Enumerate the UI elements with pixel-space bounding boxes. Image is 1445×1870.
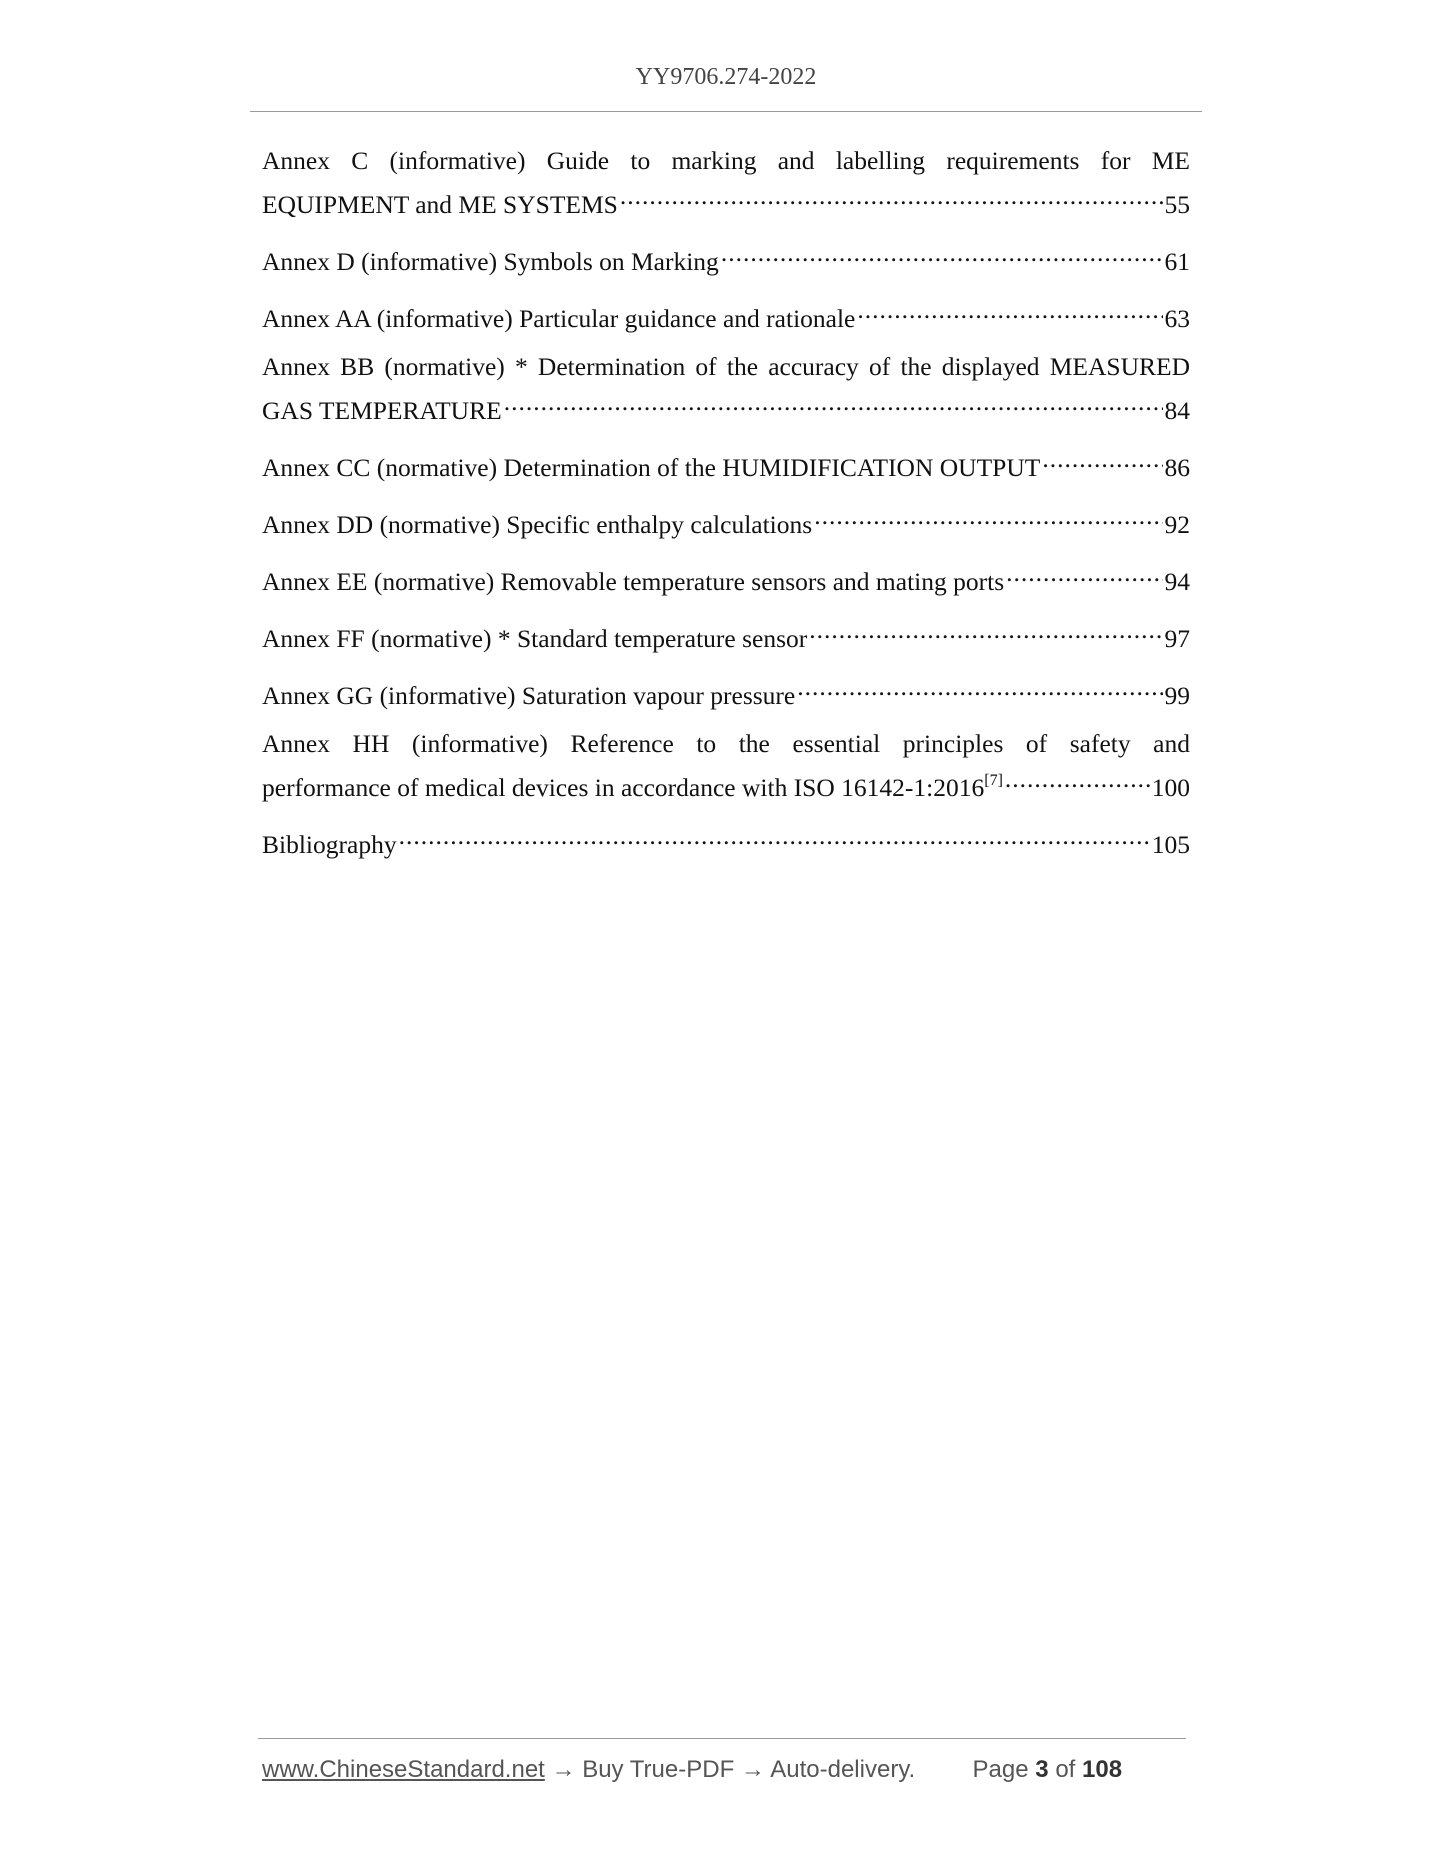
site-link[interactable]: www.ChineseStandard.net — [262, 1756, 545, 1783]
toc-entry-annex-dd[interactable] — [262, 498, 1190, 542]
toc-entry-annex-gg[interactable] — [262, 669, 1190, 713]
toc-entry-text: EQUIPMENT and ME SYSTEMS — [262, 190, 618, 219]
of-label: of — [1055, 1756, 1076, 1783]
toc-entry-text: Bibliography — [262, 830, 397, 859]
toc-entry-text: GAS TEMPERATURE — [262, 396, 502, 425]
toc-page-number: 63 — [1164, 304, 1190, 333]
toc-entry-text: Annex EE (normative) Removable temperature sensors and mating ports — [262, 567, 1005, 596]
toc-entry-text: Annex AA (informative) Particular guidance and rationale — [262, 304, 856, 333]
toc-entry-text: Annex DD (normative) Specific enthalpy calculations — [262, 510, 813, 539]
arrow-icon: → — [551, 1756, 576, 1783]
toc-leader-dots — [809, 612, 1162, 647]
page-total: 108 — [1082, 1756, 1123, 1783]
toc-page-number: 84 — [1164, 396, 1190, 425]
toc-entry-annex-bb[interactable] — [262, 349, 1190, 428]
toc-leader-dots — [797, 669, 1162, 704]
page-current: 3 — [1035, 1756, 1049, 1783]
toc-page-number: 92 — [1164, 510, 1190, 539]
toc-leader-dots — [504, 384, 1163, 419]
toc-entry-text: Annex BB (normative) * Determination of the accuracy of the displayed MEASURED — [262, 352, 1190, 381]
toc-leader-dots — [399, 818, 1150, 853]
toc-entry-text: performance of medical devices in accordance with ISO 16142-1:2016 — [262, 773, 985, 802]
delivery-text: Auto-delivery. — [770, 1756, 916, 1783]
toc-entry-text: Annex FF (normative) * Standard temperature sensor — [262, 624, 808, 653]
page-header: YY9706.274-2022 — [635, 64, 817, 90]
toc-entry-annex-aa[interactable] — [262, 292, 1190, 336]
toc-entry-annex-ff[interactable] — [262, 612, 1190, 656]
buy-text: Buy True-PDF — [582, 1756, 735, 1783]
toc-page-number: 105 — [1151, 830, 1190, 859]
toc-page-number: 94 — [1164, 567, 1190, 596]
toc-leader-dots — [1006, 555, 1162, 590]
toc-page-number: 61 — [1164, 247, 1190, 276]
arrow-icon: → — [740, 1756, 765, 1783]
header-divider — [250, 111, 1202, 112]
toc-page-number: 55 — [1164, 190, 1190, 219]
toc-entry-bibliography[interactable] — [262, 818, 1190, 862]
toc-leader-dots — [814, 498, 1162, 533]
table-of-contents — [262, 143, 1190, 875]
citation-superscript: [7] — [984, 771, 1003, 789]
toc-entry-annex-c[interactable] — [262, 143, 1190, 222]
toc-entry-annex-cc[interactable] — [262, 441, 1190, 485]
toc-entry-text: Annex C (informative) Guide to marking and labelling requirements for ME — [262, 146, 1190, 175]
toc-page-number: 97 — [1164, 624, 1190, 653]
toc-leader-dots — [1005, 761, 1150, 796]
footer-divider — [258, 1738, 1186, 1739]
toc-entry-text: Annex D (informative) Symbols on Marking — [262, 247, 719, 276]
toc-entry-text: Annex CC (normative) Determination of the HUMIDIFICATION OUTPUT — [262, 453, 1041, 482]
toc-entry-annex-d[interactable] — [262, 235, 1190, 279]
toc-page-number: 100 — [1151, 773, 1190, 802]
toc-entry-annex-hh[interactable] — [262, 726, 1190, 805]
toc-leader-dots — [857, 292, 1162, 327]
toc-entry-text: Annex HH (informative) Reference to the essential principles of safety and — [262, 729, 1190, 758]
page-label: Page — [972, 1756, 1029, 1783]
toc-entry-annex-ee[interactable] — [262, 555, 1190, 599]
toc-entry-text: Annex GG (informative) Saturation vapour pressure — [262, 681, 796, 710]
page-footer — [262, 1756, 1182, 1784]
toc-page-number: 86 — [1164, 453, 1190, 482]
toc-page-number: 99 — [1164, 681, 1190, 710]
toc-leader-dots — [721, 235, 1163, 270]
toc-leader-dots — [1042, 441, 1162, 476]
toc-leader-dots — [620, 178, 1163, 213]
